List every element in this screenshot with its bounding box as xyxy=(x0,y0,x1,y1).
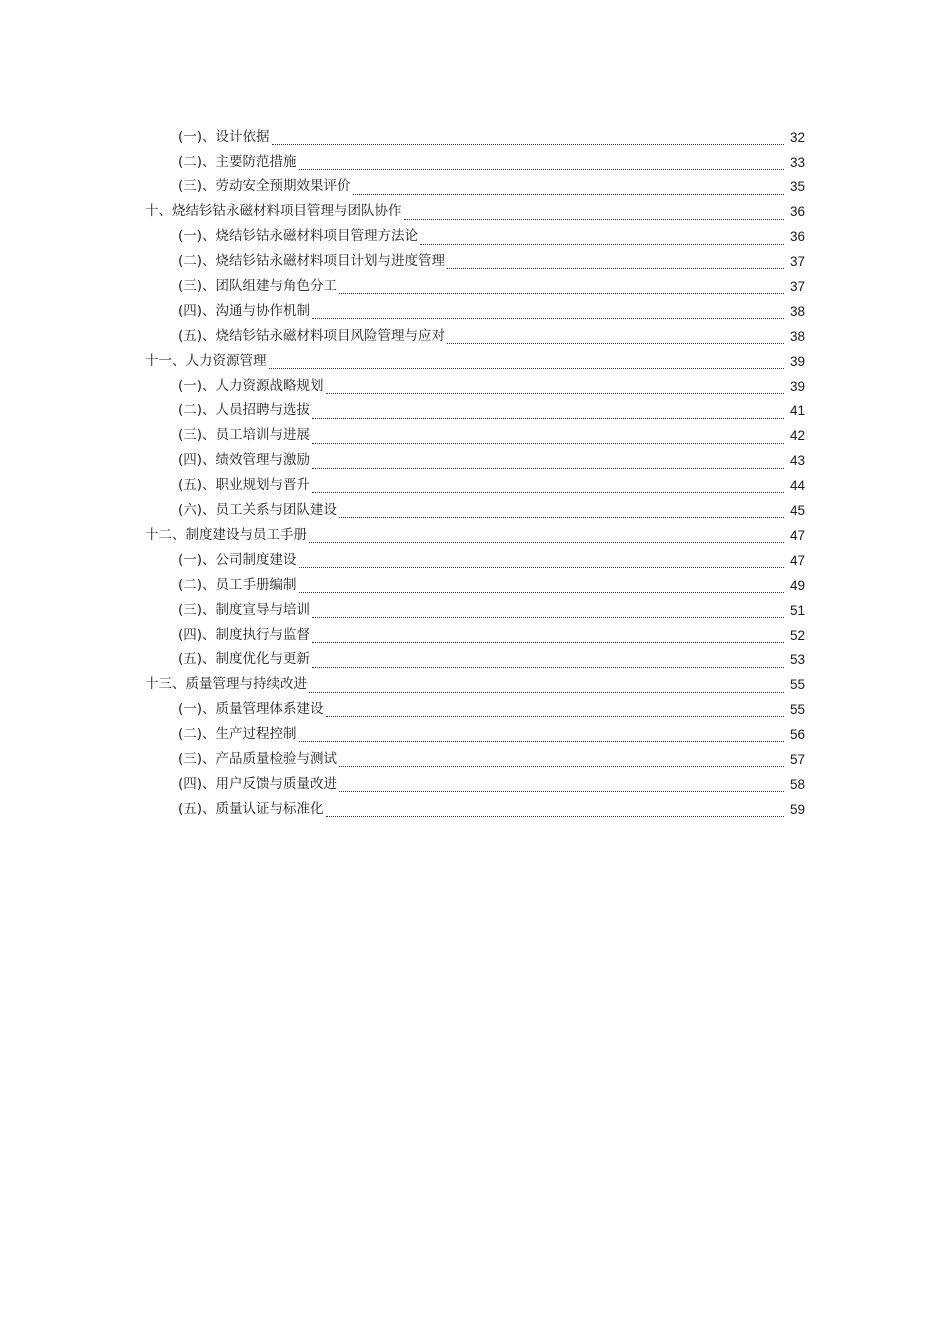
toc-entry[interactable] xyxy=(0,324,950,349)
toc-chapter-entry[interactable] xyxy=(0,523,950,548)
toc-entry-title: 十三、质量管理与持续改进 xyxy=(145,676,307,693)
toc-entry[interactable] xyxy=(0,449,950,474)
toc-entry-title: (一)、人力资源战略规划 xyxy=(178,377,324,394)
toc-page-number: 53 xyxy=(789,652,805,668)
toc-entry-title: (六)、员工关系与团队建设 xyxy=(178,502,338,519)
toc-dot-leader xyxy=(339,507,784,518)
toc-dot-leader xyxy=(339,756,784,767)
toc-entry-title: (五)、烧结钐钴永磁材料项目风险管理与应对 xyxy=(178,327,446,344)
toc-entry[interactable] xyxy=(0,249,950,274)
toc-entry[interactable] xyxy=(0,747,950,772)
toc-page-number: 47 xyxy=(789,527,805,543)
toc-dot-leader xyxy=(312,482,784,493)
toc-page-number: 57 xyxy=(789,751,805,767)
toc-page-number: 35 xyxy=(789,179,805,195)
toc-entry[interactable] xyxy=(0,399,950,424)
toc-dot-leader xyxy=(299,582,784,593)
toc-page-number: 58 xyxy=(789,776,805,792)
toc-dot-leader xyxy=(404,209,785,220)
toc-dot-leader xyxy=(447,258,784,269)
toc-entry-title: (二)、烧结钐钴永磁材料项目计划与进度管理 xyxy=(178,253,446,270)
toc-entry[interactable] xyxy=(0,772,950,797)
toc-page-number: 42 xyxy=(789,428,805,444)
toc-chapter-entry[interactable] xyxy=(0,349,950,374)
toc-page-number: 59 xyxy=(789,801,805,817)
toc-page-number: 39 xyxy=(789,378,805,394)
toc-entry-title: (二)、人员招聘与选拔 xyxy=(178,402,311,419)
toc-dot-leader xyxy=(299,159,784,170)
toc-dot-leader xyxy=(420,234,784,245)
toc-entry-title: 十一、人力资源管理 xyxy=(145,352,267,369)
table-of-contents xyxy=(0,125,950,822)
toc-page-number: 55 xyxy=(789,677,805,693)
toc-entry[interactable] xyxy=(0,374,950,399)
toc-entry[interactable] xyxy=(0,648,950,673)
toc-dot-leader xyxy=(312,433,784,444)
toc-page-number: 36 xyxy=(789,204,805,220)
toc-entry-title: (一)、公司制度建设 xyxy=(178,551,297,568)
toc-page-number: 47 xyxy=(789,552,805,568)
toc-dot-leader xyxy=(339,781,784,792)
toc-entry-title: (二)、主要防范措施 xyxy=(178,153,297,170)
toc-dot-leader xyxy=(309,682,784,693)
toc-entry[interactable] xyxy=(0,473,950,498)
toc-entry-title: (二)、员工手册编制 xyxy=(178,576,297,593)
toc-entry-title: (四)、制度执行与监督 xyxy=(178,626,311,643)
toc-dot-leader xyxy=(299,557,784,568)
toc-entry-title: (五)、职业规划与晋升 xyxy=(178,477,311,494)
toc-page-number: 38 xyxy=(789,328,805,344)
toc-entry[interactable] xyxy=(0,573,950,598)
toc-dot-leader xyxy=(326,383,784,394)
toc-page-number: 32 xyxy=(789,129,805,145)
toc-entry-title: (四)、沟通与协作机制 xyxy=(178,302,311,319)
toc-page-number: 51 xyxy=(789,602,805,618)
toc-entry[interactable] xyxy=(0,548,950,573)
toc-page-number: 56 xyxy=(789,727,805,743)
toc-dot-leader xyxy=(312,607,784,618)
toc-entry[interactable] xyxy=(0,598,950,623)
toc-page-number: 37 xyxy=(789,254,805,270)
toc-dot-leader xyxy=(312,657,784,668)
toc-page-number: 38 xyxy=(789,303,805,319)
toc-page-number: 55 xyxy=(789,702,805,718)
toc-entry-title: (一)、烧结钐钴永磁材料项目管理方法论 xyxy=(178,228,419,245)
toc-dot-leader xyxy=(339,283,784,294)
toc-dot-leader xyxy=(299,731,784,742)
toc-dot-leader xyxy=(312,308,784,319)
toc-entry-title: (三)、劳动安全预期效果评价 xyxy=(178,178,351,195)
toc-dot-leader xyxy=(312,632,784,643)
toc-entry[interactable] xyxy=(0,225,950,250)
toc-entry[interactable] xyxy=(0,498,950,523)
toc-entry-title: (四)、绩效管理与激励 xyxy=(178,452,311,469)
toc-entry[interactable] xyxy=(0,274,950,299)
toc-page-number: 33 xyxy=(789,154,805,170)
toc-entry[interactable] xyxy=(0,175,950,200)
toc-entry[interactable] xyxy=(0,299,950,324)
toc-page-number: 37 xyxy=(789,279,805,295)
toc-page-number: 36 xyxy=(789,229,805,245)
toc-page-number: 41 xyxy=(789,403,805,419)
toc-entry[interactable] xyxy=(0,722,950,747)
toc-dot-leader xyxy=(353,184,784,195)
toc-entry[interactable] xyxy=(0,697,950,722)
toc-page-number: 44 xyxy=(789,478,805,494)
toc-dot-leader xyxy=(326,806,784,817)
toc-dot-leader xyxy=(312,458,784,469)
toc-dot-leader xyxy=(309,532,784,543)
toc-chapter-entry[interactable] xyxy=(0,673,950,698)
toc-entry-title: (二)、生产过程控制 xyxy=(178,726,297,743)
toc-entry-title: (一)、质量管理体系建设 xyxy=(178,701,324,718)
toc-dot-leader xyxy=(326,706,784,717)
toc-entry[interactable] xyxy=(0,125,950,150)
toc-entry-title: (三)、产品质量检验与测试 xyxy=(178,750,338,767)
toc-entry-title: (四)、用户反馈与质量改进 xyxy=(178,775,338,792)
toc-entry-title: (三)、团队组建与角色分工 xyxy=(178,278,338,295)
toc-entry-title: (五)、质量认证与标准化 xyxy=(178,800,324,817)
toc-entry-title: 十、烧结钐钴永磁材料项目管理与团队协作 xyxy=(145,203,402,220)
toc-dot-leader xyxy=(447,333,784,344)
toc-dot-leader xyxy=(272,134,784,145)
toc-page-number: 39 xyxy=(789,353,805,369)
toc-entry[interactable] xyxy=(0,424,950,449)
toc-entry[interactable] xyxy=(0,797,950,822)
toc-entry-title: 十二、制度建设与员工手册 xyxy=(145,526,307,543)
toc-entry-title: (五)、制度优化与更新 xyxy=(178,651,311,668)
toc-entry[interactable] xyxy=(0,150,950,175)
toc-page-number: 45 xyxy=(789,503,805,519)
toc-page-number: 49 xyxy=(789,577,805,593)
toc-entry-title: (三)、员工培训与进展 xyxy=(178,427,311,444)
toc-page-number: 43 xyxy=(789,453,805,469)
toc-dot-leader xyxy=(269,358,785,369)
toc-entry-title: (三)、制度宣导与培训 xyxy=(178,601,311,618)
toc-entry[interactable] xyxy=(0,623,950,648)
toc-entry-title: (一)、设计依据 xyxy=(178,128,270,145)
toc-chapter-entry[interactable] xyxy=(0,200,950,225)
toc-dot-leader xyxy=(312,408,784,419)
toc-page-number: 52 xyxy=(789,627,805,643)
